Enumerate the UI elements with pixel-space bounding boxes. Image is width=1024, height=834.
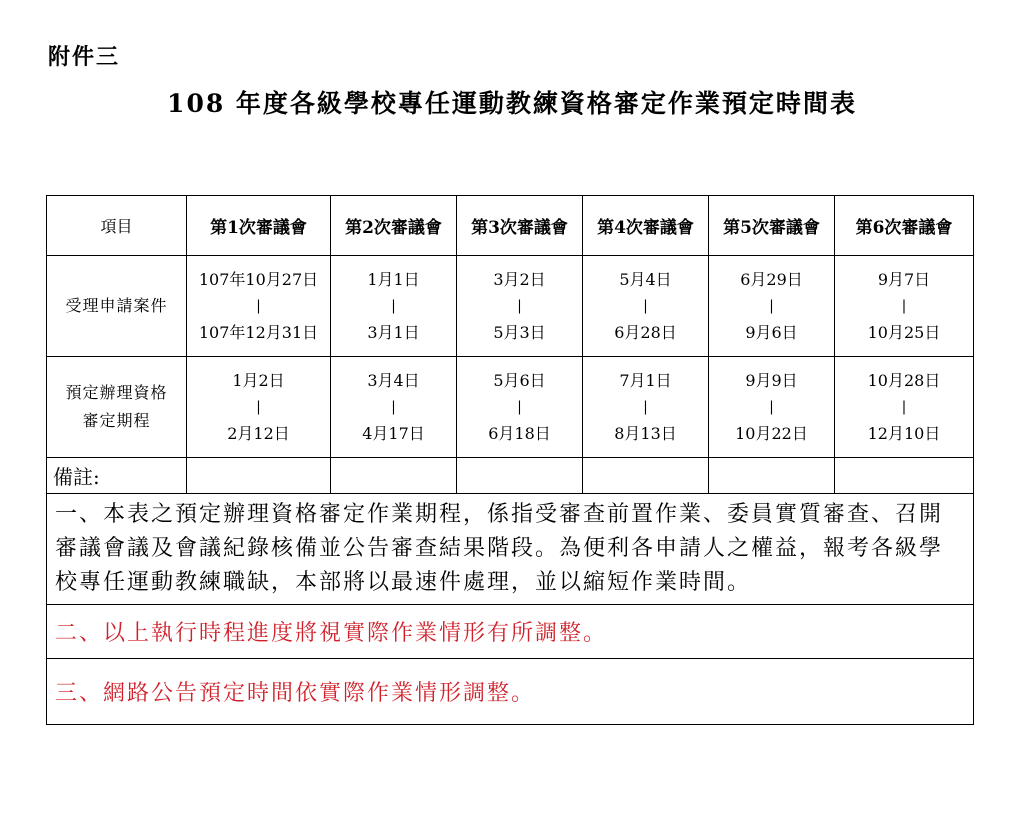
end-date: 5月3日 bbox=[493, 323, 546, 342]
date-range-cell bbox=[187, 357, 331, 458]
note-3: 三、網路公告預定時間依實際作業情形調整。 bbox=[47, 659, 974, 725]
end-date: 3月1日 bbox=[367, 323, 420, 342]
start-date: 3月4日 bbox=[367, 371, 420, 390]
attachment-label: 附件三 bbox=[48, 44, 121, 70]
start-date: 3月2日 bbox=[493, 270, 546, 289]
end-date: 6月18日 bbox=[488, 424, 551, 443]
end-date: 107年12月31日 bbox=[198, 323, 319, 342]
table-row bbox=[47, 256, 974, 357]
date-range-cell bbox=[709, 256, 835, 357]
range-separator: | bbox=[256, 298, 261, 314]
range-separator: | bbox=[517, 399, 522, 415]
start-date: 107年10月27日 bbox=[198, 270, 319, 289]
end-date: 4月17日 bbox=[362, 424, 425, 443]
end-date: 9月6日 bbox=[745, 323, 798, 342]
start-date: 9月9日 bbox=[745, 371, 798, 390]
header-item: 項目 bbox=[47, 196, 187, 256]
label-line: 預定辦理資格 bbox=[65, 383, 168, 402]
end-date: 12月10日 bbox=[867, 424, 941, 443]
range-separator: | bbox=[643, 298, 648, 314]
date-range-cell bbox=[457, 256, 583, 357]
date-range-cell bbox=[835, 357, 974, 458]
start-date: 9月7日 bbox=[877, 270, 931, 289]
note-2: 二、以上執行時程進度將視實際作業情形有所調整。 bbox=[47, 605, 974, 659]
date-range-cell bbox=[331, 256, 457, 357]
start-date: 1月2日 bbox=[232, 371, 285, 390]
start-date: 7月1日 bbox=[619, 371, 672, 390]
date-range-cell bbox=[709, 357, 835, 458]
start-date: 1月1日 bbox=[367, 270, 420, 289]
end-date: 6月28日 bbox=[614, 323, 677, 342]
end-date: 10月25日 bbox=[867, 323, 941, 342]
header-session-3: 第3次審議會 bbox=[457, 196, 583, 256]
range-separator: | bbox=[769, 399, 774, 415]
note-row bbox=[47, 605, 974, 659]
start-date: 10月28日 bbox=[867, 371, 941, 390]
label-line: 審定期程 bbox=[82, 411, 151, 430]
header-session-5: 第5次審議會 bbox=[709, 196, 835, 256]
document-title: 108 年度各級學校專任運動教練資格審定作業預定時間表 bbox=[167, 89, 857, 118]
empty-cell bbox=[331, 458, 457, 494]
header-session-6: 第6次審議會 bbox=[835, 196, 974, 256]
range-separator: | bbox=[517, 298, 522, 314]
start-date: 6月29日 bbox=[740, 270, 803, 289]
empty-cell bbox=[187, 458, 331, 494]
date-range-cell bbox=[331, 357, 457, 458]
empty-cell bbox=[457, 458, 583, 494]
start-date: 5月4日 bbox=[619, 270, 672, 289]
date-range-cell bbox=[457, 357, 583, 458]
note-1: 一、本表之預定辦理資格審定作業期程，係指受審查前置作業、委員實質審查、召開審議會議及會議紀錄核備並公告審查結果階段。為便利各申請人之權益，報考各級學校專任運動教練職缺，本部將以最速件處理，並以縮短作業時間。 bbox=[47, 494, 974, 605]
range-separator: | bbox=[901, 298, 907, 314]
end-date: 10月22日 bbox=[735, 424, 808, 443]
range-separator: | bbox=[643, 399, 648, 415]
range-separator: | bbox=[901, 399, 907, 415]
end-date: 8月13日 bbox=[614, 424, 677, 443]
row-label-application: 受理申請案件 bbox=[47, 256, 187, 357]
table-row bbox=[47, 357, 974, 458]
empty-cell bbox=[709, 458, 835, 494]
range-separator: | bbox=[391, 399, 396, 415]
remarks-header-row bbox=[47, 458, 974, 494]
date-range-cell bbox=[835, 256, 974, 357]
header-session-1: 第1次審議會 bbox=[187, 196, 331, 256]
empty-cell bbox=[583, 458, 709, 494]
empty-cell bbox=[835, 458, 974, 494]
date-range-cell bbox=[583, 256, 709, 357]
table-header-row bbox=[47, 196, 974, 256]
range-separator: | bbox=[391, 298, 396, 314]
schedule-table bbox=[46, 195, 974, 725]
header-session-2: 第2次審議會 bbox=[331, 196, 457, 256]
note-row bbox=[47, 659, 974, 725]
header-session-4: 第4次審議會 bbox=[583, 196, 709, 256]
date-range-cell bbox=[187, 256, 331, 357]
range-separator: | bbox=[769, 298, 774, 314]
note-row bbox=[47, 494, 974, 605]
remarks-label: 備註: bbox=[47, 458, 187, 494]
row-label-review-schedule bbox=[47, 357, 187, 458]
range-separator: | bbox=[256, 399, 261, 415]
end-date: 2月12日 bbox=[227, 424, 290, 443]
date-range-cell bbox=[583, 357, 709, 458]
start-date: 5月6日 bbox=[493, 371, 546, 390]
